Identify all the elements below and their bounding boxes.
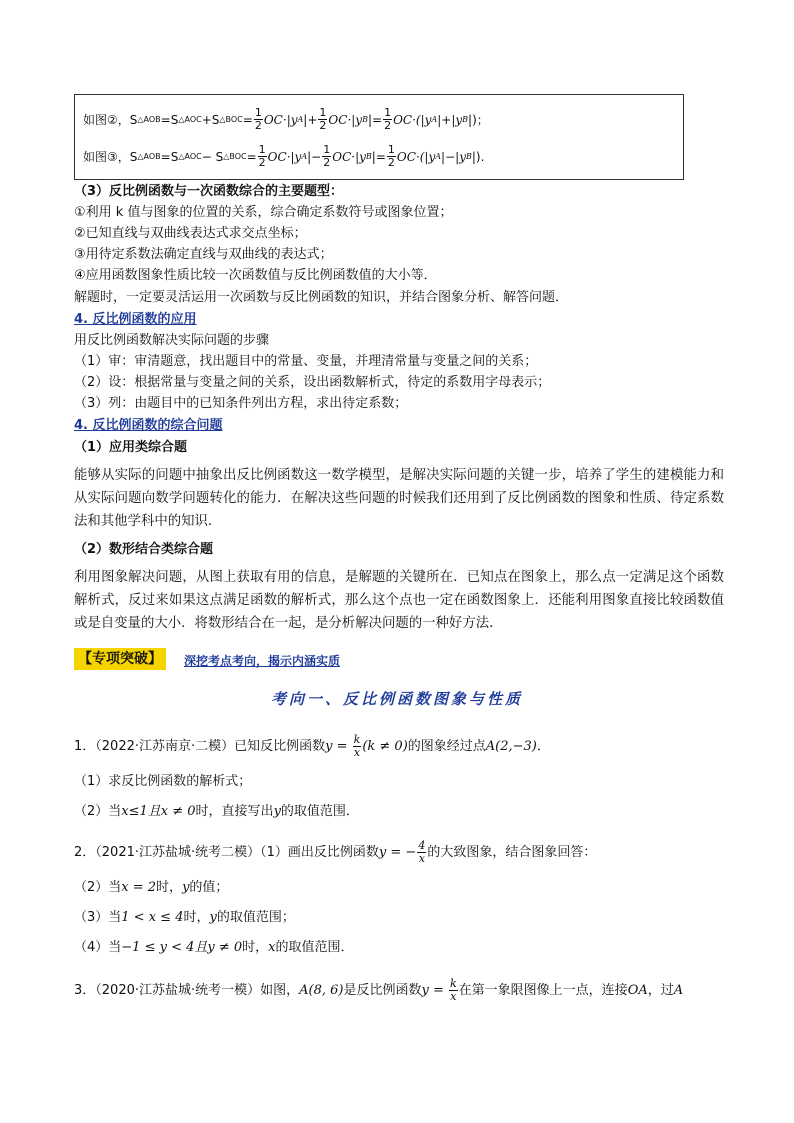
question-1-part-2: （2）当x≤1且x ≠ 0时，直接写出y的取值范围．: [74, 804, 359, 819]
section3-item-4: ④应用函数图象性质比较一次函数值与反比例函数值的大小等．: [74, 268, 437, 283]
section4-comprehensive-heading: 4. 反比例函数的综合问题: [74, 418, 223, 433]
sub-heading-application: （1）应用类综合题: [74, 440, 188, 455]
half-fraction: $\frac{1}{2}$: [384, 106, 392, 132]
question-1-part-1: （1）求反比例函数的解析式；: [74, 774, 252, 789]
paragraph-application: 能够从实际的问题中抽象出反比例函数这一数学模型，是解决实际问题的关键一步，培养了学生的建模能力和从实际问题向数学问题转化的能力．在解决这些问题的时候我们还用到了反比例函数的图象和性质、待定系数法和其他学科中的知识．: [74, 468, 724, 529]
formula-box: [74, 94, 684, 180]
question-3: 3．（2020·江苏盐城·统考一模）如图，A(8, 6)是反比例函数y = $\frac{k}{x}$ 在第一象限图像上一点，连接OA，过A: [74, 977, 684, 1003]
section4-application-intro: 用反比例函数解决实际问题的步骤: [74, 333, 270, 348]
formula-row-fig3: 如图③，S △AOB =S △AOC − S △BOC = $\frac{1}{2}$ OC ·|y A | − $\frac{1}{2}$ OC ·|y B | = $\frac{1}{2}$ OC ·(|y A |−|y B |).: [83, 143, 485, 169]
question-2-part-4: （4）当−1 ≤ y < 4且y ≠ 0时，x的取值范围．: [74, 940, 354, 955]
section3-item-1: ①利用 k 值与图象的位置的关系，综合确定系数符号或图象位置；: [74, 205, 453, 220]
section3-summary: 解题时，一定要灵活运用一次函数与反比例函数的知识，并结合图象分析、解答问题．: [74, 290, 569, 305]
question-2-part-2: （2）当x = 2时，y的值；: [74, 880, 229, 895]
topic-title: 考向一、反比例函数图象与性质: [270, 690, 523, 708]
step-2: （2）设：根据常量与变量之间的关系，设出函数解析式，待定的系数用字母表示；: [74, 375, 551, 390]
half-fraction: $\frac{1}{2}$: [258, 143, 266, 169]
sub-heading-graph: （2）数形结合类综合题: [74, 542, 214, 557]
section4-application-heading: 4. 反比例函数的应用: [74, 312, 197, 327]
question-1: 1．（2022·江苏南京·二模）已知反比例函数y = $\frac{k}{x}$ (k ≠ 0)的图象经过点A(2,−3)．: [74, 733, 550, 759]
paragraph-graph: 利用图象解决问题，从图上获取有用的信息，是解题的关键所在．已知点在图象上，那么点一定满足这个函数解析式，反过来如果这点满足函数的解析式，那么这个点也一定在函数图象上．还能利用图象直接比较函数值或是自变量的大小．将数形结合在一起，是分析解决问题的一种好方法．: [74, 570, 724, 631]
question-2-part-3: （3）当1 < x ≤ 4时，y的取值范围；: [74, 910, 295, 925]
half-fraction: $\frac{1}{2}$: [319, 106, 327, 132]
half-fraction: $\frac{1}{2}$: [323, 143, 331, 169]
step-1: （1）审：审清题意，找出题目中的常量、变量，并理清常量与变量之间的关系；: [74, 354, 538, 369]
section3-item-3: ③用待定系数法确定直线与双曲线的表达式；: [74, 247, 333, 262]
section3-heading: （3）反比例函数与一次函数综合的主要题型：: [74, 184, 344, 199]
section3-item-2: ②已知直线与双曲线表达式求交点坐标；: [74, 226, 307, 241]
banner-subtitle: 深挖考点考向，揭示内涵实质: [184, 654, 341, 668]
formula-row-fig2: 如图②，S △AOB =S △AOC +S △BOC = $\frac{1}{2}$ OC ·|y A | + $\frac{1}{2}$ OC ·|y B | = $\frac{1}{2}$ OC ·(|y A |+|y B |)；: [83, 106, 489, 132]
half-fraction: $\frac{1}{2}$: [254, 106, 262, 132]
question-2: 2．（2021·江苏盐城·统考二模）（1）画出反比例函数y = − $\frac{4}{x}$ 的大致图象，结合图象回答：: [74, 839, 597, 865]
special-breakthrough-tag: 【专项突破】: [74, 648, 166, 670]
half-fraction: $\frac{1}{2}$: [387, 143, 395, 169]
step-3: （3）列：由题目中的已知条件列出方程，求出待定系数；: [74, 396, 408, 411]
